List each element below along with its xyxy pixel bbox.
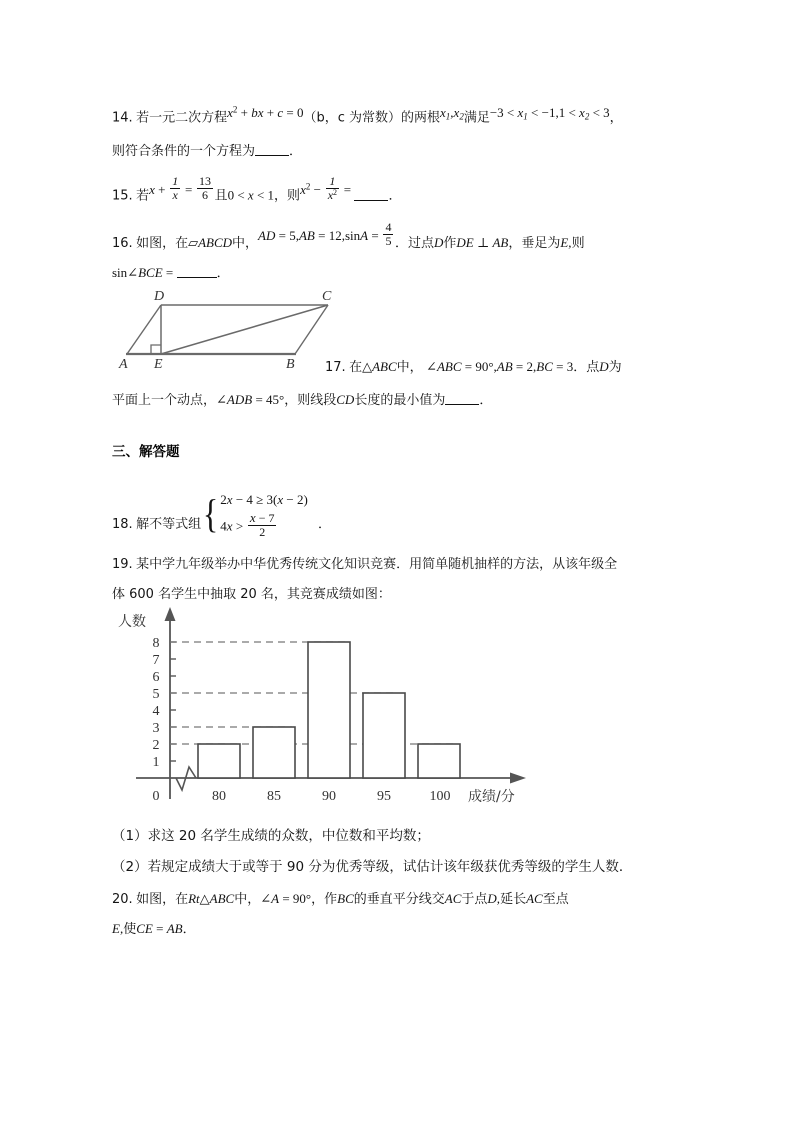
x-axis-tick-labels xyxy=(212,789,451,804)
q14-roots: $x_1,x_2$ xyxy=(440,104,464,122)
xtick-80: 80 xyxy=(212,789,226,804)
question-14 xyxy=(112,100,692,166)
q14-formula-quadratic: $x^2$ + bx + c = 0 xyxy=(227,104,304,120)
q14-condition: $-3 < x_1 < -1,1 < x_2 < 3$ xyxy=(489,104,610,122)
q18-period: ． xyxy=(317,517,331,533)
q14-answer-blank[interactable] xyxy=(255,144,289,156)
q16-text-pre: 如图，在 xyxy=(136,236,189,251)
ytick-2: 2 xyxy=(152,738,160,753)
bar-90 xyxy=(308,642,350,778)
question-18 xyxy=(112,490,692,550)
q15-range: 0 < x < 1 xyxy=(227,187,275,203)
q20-text-zhidian: 至点 xyxy=(542,892,569,907)
q15-number: 15. xyxy=(112,188,133,204)
q20-text-shi: 使 xyxy=(123,922,137,937)
q16-point-d: D xyxy=(433,235,444,250)
q20-text-pre: 如图，在 xyxy=(136,892,189,907)
q14-period: ． xyxy=(289,144,303,160)
q20-text-yudian: 于点 xyxy=(461,892,488,907)
q16-text-ze: 则 xyxy=(571,236,585,251)
q20-segment-ac: AC xyxy=(444,891,462,906)
question-16-line-1 xyxy=(112,220,692,258)
figure-score-histogram xyxy=(114,604,544,822)
question-20-line-1 xyxy=(112,884,692,914)
q16-text-foot: 垂足为 xyxy=(521,236,561,251)
segment-CB xyxy=(295,305,328,354)
q16-text-zhong: 中， xyxy=(232,236,259,251)
q16-period: ． xyxy=(216,266,230,281)
q16-comma: ， xyxy=(508,236,522,251)
question-16-line-2 xyxy=(112,258,692,288)
segment-EC xyxy=(161,305,328,354)
xtick-85: 85 xyxy=(267,789,281,804)
q17-text-wei: 为 xyxy=(608,360,622,375)
ytick-8: 8 xyxy=(152,636,160,651)
q19-text-line1: 某中学九年级举办中华优秀传统文化知识竞赛．用简单随机抽样的方法，从该年级全 xyxy=(136,557,618,572)
vertex-label-D: D xyxy=(154,289,165,304)
q14-number: 14. xyxy=(112,110,133,126)
q20-triangle: Rt△ABC xyxy=(188,891,235,906)
q19-text-line2: 体 600 名学生中抽取 20 名，其竞赛成绩如图： xyxy=(112,587,391,602)
ytick-6: 6 xyxy=(152,670,160,685)
q14-text-pre: 若一元二次方程 xyxy=(136,110,228,126)
q16-number: 16. xyxy=(112,236,133,251)
x-axis-label: 成绩/分 xyxy=(468,789,515,805)
q19-sub-question-1: （1）求这 20 名学生成绩的众数，中位数和平均数； xyxy=(112,828,430,844)
q16-text-mid: ．过点 xyxy=(394,236,434,251)
ytick-1: 1 xyxy=(152,755,160,770)
q17-triangle: △ABC xyxy=(362,359,397,374)
q19-number: 19. xyxy=(112,557,133,572)
q16-text-zuo: 作 xyxy=(443,236,457,251)
q17-text-zhong: 中， xyxy=(396,360,423,375)
xtick-90: 90 xyxy=(322,789,336,804)
parallelogram-svg xyxy=(118,288,348,370)
y-axis-label: 人数 xyxy=(118,614,146,630)
q20-segment-bc: BC xyxy=(337,891,354,906)
q18-inequality-rows xyxy=(220,489,308,539)
question-15-line-1 xyxy=(112,173,692,211)
question-20-line-2 xyxy=(112,914,692,944)
q15-text-pre: 若 xyxy=(136,188,150,204)
origin-label-0: 0 xyxy=(152,789,160,804)
q18-number: 18. xyxy=(112,517,133,533)
vertex-label-B: B xyxy=(286,357,295,370)
q14-text-line2: 则符合条件的一个方程为 xyxy=(112,144,256,160)
bar-80 xyxy=(198,744,240,778)
q16-givens: AD = 5,AB = 12,sinA = $\frac{4}{5}$ xyxy=(258,220,392,249)
q20-point-d: D, xyxy=(487,891,501,906)
y-axis-arrow xyxy=(165,607,176,621)
q17-segment-cd: CD xyxy=(336,392,355,407)
q17-text-mid: ．点 xyxy=(573,360,600,375)
q18-inequality-2: 4x > $\frac{x - 7}{2}$ xyxy=(220,510,275,540)
q15-answer-blank[interactable] xyxy=(354,189,388,201)
q15-equation: x + $\frac{1}{x}$ = $\frac{13}{6}$ xyxy=(149,173,212,202)
right-angle-mark-E xyxy=(151,345,161,354)
left-brace-glyph: { xyxy=(202,490,219,536)
ytick-3: 3 xyxy=(152,721,160,736)
ytick-4: 4 xyxy=(152,704,160,719)
bars-group xyxy=(198,642,460,778)
question-16 xyxy=(112,220,692,288)
q14-comma: ， xyxy=(609,110,623,126)
q19-sub-question-2: （2）若规定成绩大于或等于 90 分为优秀等级，试估计该年级获优秀等级的学生人数． xyxy=(112,859,633,875)
q16-perpendicular: DE ⊥ AB xyxy=(456,235,509,250)
question-17-line-2 xyxy=(112,385,692,415)
q17-period: ． xyxy=(479,393,493,408)
vertex-label-E: E xyxy=(154,357,163,370)
q15-expression: $x^2$ − $\frac{1}{x^2}$ = xyxy=(300,173,352,202)
question-14-line-2 xyxy=(112,136,692,166)
q20-text-zhong: 中， xyxy=(234,892,261,907)
q20-comma: ， xyxy=(311,892,325,907)
q16-answer-blank[interactable] xyxy=(177,266,217,278)
q15-comma: ， xyxy=(274,188,288,204)
bar-85 xyxy=(253,727,295,778)
q17-angle-adb: ∠ADB = 45° xyxy=(216,392,285,407)
q14-text-mid: （b，c 为常数）的两根 xyxy=(303,110,440,126)
q18-system-group xyxy=(201,489,308,539)
histogram-svg xyxy=(114,604,544,822)
q20-period: ． xyxy=(182,922,196,937)
q17-text-line2-pre: 平面上一个动点， xyxy=(112,393,217,408)
vertex-label-A: A xyxy=(119,357,128,370)
xtick-100: 100 xyxy=(429,789,451,804)
q20-text-zuo: 作 xyxy=(324,892,338,907)
q16-point-e: E, xyxy=(560,235,572,250)
question-20 xyxy=(112,884,692,944)
q15-period: ． xyxy=(388,188,402,204)
q17-givens: ∠ABC = 90°,AB = 2,BC = 3 xyxy=(426,359,574,374)
q20-number: 20. xyxy=(112,892,133,907)
question-19-line-1 xyxy=(112,549,692,579)
q20-angle-a: ∠A = 90° xyxy=(260,891,312,906)
x-axis-arrow xyxy=(510,773,526,784)
vertex-label-C: C xyxy=(322,289,332,304)
q16-answer-expression: sin∠BCE = xyxy=(112,265,174,280)
q14-text-satisfy: 满足 xyxy=(463,110,490,126)
q17-answer-blank[interactable] xyxy=(445,393,479,405)
q17-point-d: D xyxy=(599,359,609,374)
q17-text-line2-mid: 则线段 xyxy=(297,393,337,408)
question-14-line-1 xyxy=(112,100,692,136)
q17-text-line2-end: 长度的最小值为 xyxy=(354,393,446,408)
q20-text-yanchang: 延长 xyxy=(500,892,527,907)
bar-95 xyxy=(363,693,405,778)
segment-AD xyxy=(127,305,161,354)
bar-100 xyxy=(418,744,460,778)
ytick-7: 7 xyxy=(152,653,160,668)
q20-segment-ac-2: AC xyxy=(526,891,543,906)
question-15 xyxy=(112,173,692,211)
q18-inequality-1: 2x − 4 ≥ 3(x − 2) xyxy=(220,492,308,507)
question-17-line-1 xyxy=(325,352,695,382)
question-19 xyxy=(112,549,692,609)
section-heading-answer-questions: 三、解答题 xyxy=(112,444,180,460)
q20-text-mid: 的垂直平分线交 xyxy=(353,892,445,907)
q20-equation-ce-ab: CE = AB xyxy=(136,921,183,936)
q17-comma: ， xyxy=(284,393,298,408)
q17-number: 17. xyxy=(325,360,346,375)
xtick-95: 95 xyxy=(377,789,391,804)
q15-conjunction: 且 xyxy=(214,188,228,204)
q17-text-pre: 在 xyxy=(349,360,363,375)
figure-parallelogram-abcd xyxy=(118,288,348,370)
q20-point-e: E, xyxy=(112,921,124,936)
ytick-5: 5 xyxy=(152,687,160,702)
q15-then: 则 xyxy=(287,188,301,204)
q18-label: 解不等式组 xyxy=(136,517,202,533)
q16-shape-label: ▱ABCD xyxy=(188,235,233,250)
